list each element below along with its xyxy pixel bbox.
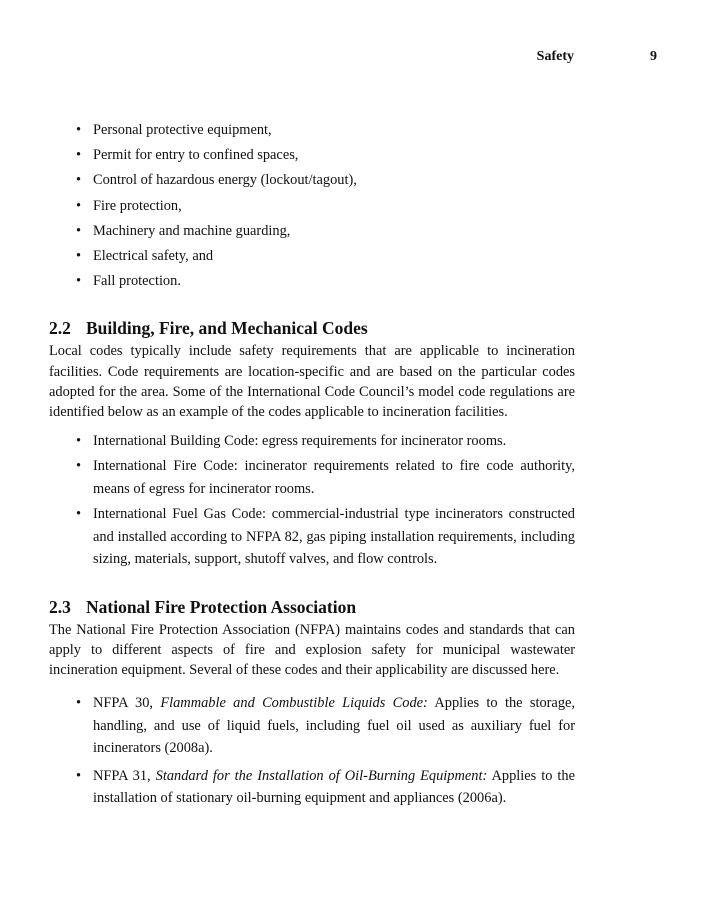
section-number: 2.2 [49, 318, 71, 339]
list-item: • International Fire Code: incinerator requirements related to fire code authority, means of egress for incinerator rooms. [49, 455, 575, 500]
bullet-icon: • [76, 222, 82, 239]
section-number: 2.3 [49, 596, 71, 617]
running-header-title: Safety [536, 49, 574, 64]
list-item: • Permit for entry to confined spaces, [49, 143, 575, 168]
page-content [49, 118, 575, 813]
list-item: • Fire protection, [49, 194, 575, 219]
section-2-2-bullet-list [49, 430, 575, 571]
list-item: • NFPA 30, Flammable and Combustible Liquids Code: Applies to the storage, handling, and use of liquid fuels, including fuel oil used as auxiliary fuel for incinerators (2008a). [49, 692, 575, 760]
bullet-icon: • [76, 122, 82, 138]
list-item: • Fall protection. [49, 269, 575, 294]
section-title: National Fire Protection Association [86, 596, 357, 617]
bullet-icon: • [76, 458, 82, 475]
list-item: • Personal protective equipment, [49, 118, 575, 143]
standard-title: Standard for the Installation of Oil-Burning Equipment: [155, 767, 488, 784]
bullet-icon: • [76, 197, 82, 214]
list-item: • Control of hazardous energy (lockout/tagout), [49, 168, 575, 193]
section-2-3-paragraph: The National Fire Protection Association (NFPA) maintains codes and standards that can apply to different aspects of fire and explosion safety for municipal wastewater incineration equipment. Several of these codes and their applicability are discussed here. [49, 621, 575, 678]
section-2-2-heading [49, 316, 575, 340]
section-2-3-bullet-list [49, 692, 575, 810]
bullet-icon: • [76, 695, 82, 712]
list-item: • International Fuel Gas Code: commercial-industrial type incinerators constructed and installed according to NFPA 82, gas piping installation requirements, including sizing, materials, support, shutoff valves, and flow controls. [49, 503, 575, 571]
section-2-2-paragraph: Local codes typically include safety requirements that are applicable to incineration facilities. Code requirements are location-specific and are based on the particular codes adopted for the area. Some of the International Code Council’s model code regulations are identified below as an example of the codes applicable to incineration facilities. [49, 343, 575, 420]
list-item: • International Building Code: egress requirements for incinerator rooms. [49, 430, 575, 453]
bullet-icon: • [76, 273, 82, 290]
running-header [0, 49, 707, 69]
bullet-icon: • [76, 147, 82, 164]
bullet-icon: • [76, 172, 82, 189]
list-item: • Machinery and machine guarding, [49, 219, 575, 244]
list-item: • Electrical safety, and [49, 244, 575, 269]
standard-title: Flammable and Combustible Liquids Code: [160, 695, 428, 712]
page-number: 9 [650, 49, 657, 64]
section-2-3-heading [49, 595, 575, 619]
bullet-icon: • [76, 506, 82, 523]
bullet-icon: • [76, 432, 82, 449]
section-title: Building, Fire, and Mechanical Codes [86, 318, 368, 339]
bullet-icon: • [76, 767, 82, 784]
bullet-icon: • [76, 248, 82, 265]
list-item: • NFPA 31, Standard for the Installation of Oil-Burning Equipment: Applies to the installation of stationary oil-burning equipment and appliances (2006a). [49, 765, 575, 810]
intro-bullet-list [49, 118, 575, 294]
